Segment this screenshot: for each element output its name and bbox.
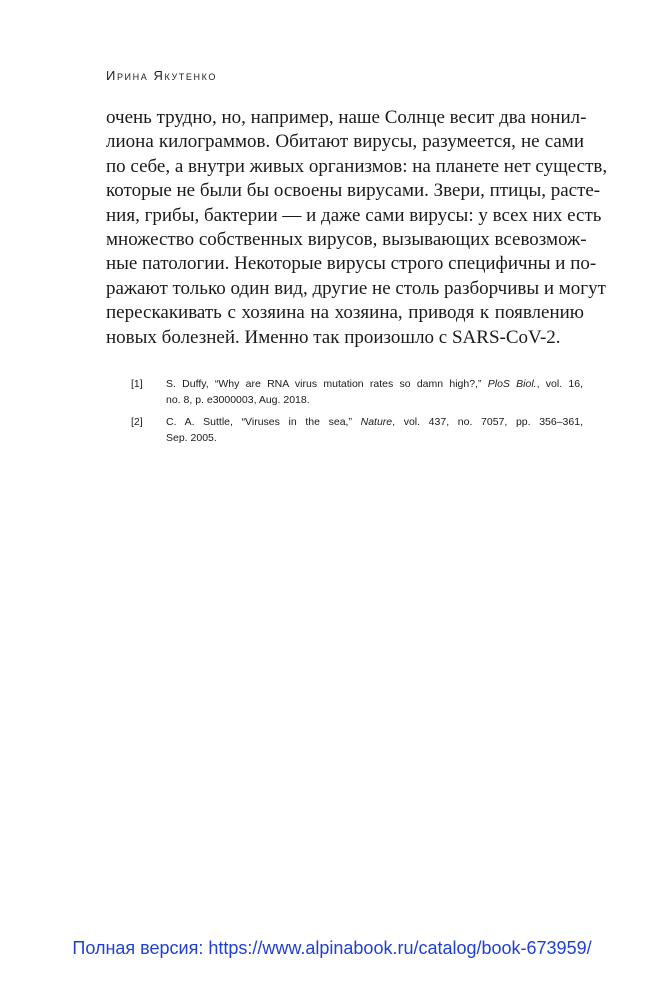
- paragraph-line: новых болезней. Именно так произошло с SARS-CoV-2.: [106, 326, 561, 348]
- paragraph-line: ния, грибы, бактерии — и даже сами вирусы: у всех них есть: [106, 204, 602, 226]
- paragraph-line: очень трудно, но, например, наше Солнце весит два нонил-: [106, 107, 587, 128]
- footnote-text: [166, 415, 583, 446]
- full-version-link[interactable]: Полная версия: https://www.alpinabook.ru/catalog/book-673959/: [72, 938, 592, 958]
- footnote-line: [166, 377, 583, 393]
- footnote-citation-tail: , vol. 16,: [536, 378, 583, 390]
- footnote-marker: [2]: [131, 416, 143, 428]
- paragraph-line: множество собственных вирусов, вызывающих всевозмож-: [106, 229, 587, 251]
- footnote-citation-tail: , vol. 437, no. 7057, pp. 356–361,: [392, 416, 583, 428]
- paragraph-line: по себе, а внутри живых организмов: на планете нет существ,: [106, 155, 608, 177]
- footnote-line: Sep. 2005.: [166, 431, 217, 444]
- body-paragraph: [106, 106, 608, 350]
- footnote-1: [131, 377, 583, 408]
- paragraph-line: перескакивать с хозяина на хозяина, приводя к появлению: [106, 302, 584, 324]
- paragraph-line: ражают только один вид, другие не столь разборчивы и могут: [106, 277, 606, 299]
- running-head: Ирина Якутенко: [106, 68, 217, 83]
- footnote-citation: C. A. Suttle, “Viruses in the sea,”: [166, 416, 361, 428]
- paragraph-line: ные патологии. Некоторые вирусы строго специфичны и по-: [106, 253, 597, 275]
- footnote-marker: [1]: [131, 378, 143, 390]
- footnote-2: [131, 415, 583, 446]
- footnote-journal: PloS Biol.: [487, 378, 537, 390]
- footnote-line: [166, 415, 583, 431]
- footnote-journal: Nature: [360, 416, 393, 428]
- footnotes: [131, 377, 583, 453]
- paragraph-line: лиона килограммов. Обитают вирусы, разумеется, не сами: [106, 131, 584, 153]
- footnote-citation: S. Duffy, “Why are RNA virus mutation rates so damn high?,”: [166, 378, 488, 390]
- paragraph-line: которые не были бы освоены вирусами. Звери, птицы, расте-: [106, 180, 601, 202]
- footnote-text: [166, 377, 583, 408]
- footnote-line: no. 8, p. e3000003, Aug. 2018.: [166, 393, 310, 406]
